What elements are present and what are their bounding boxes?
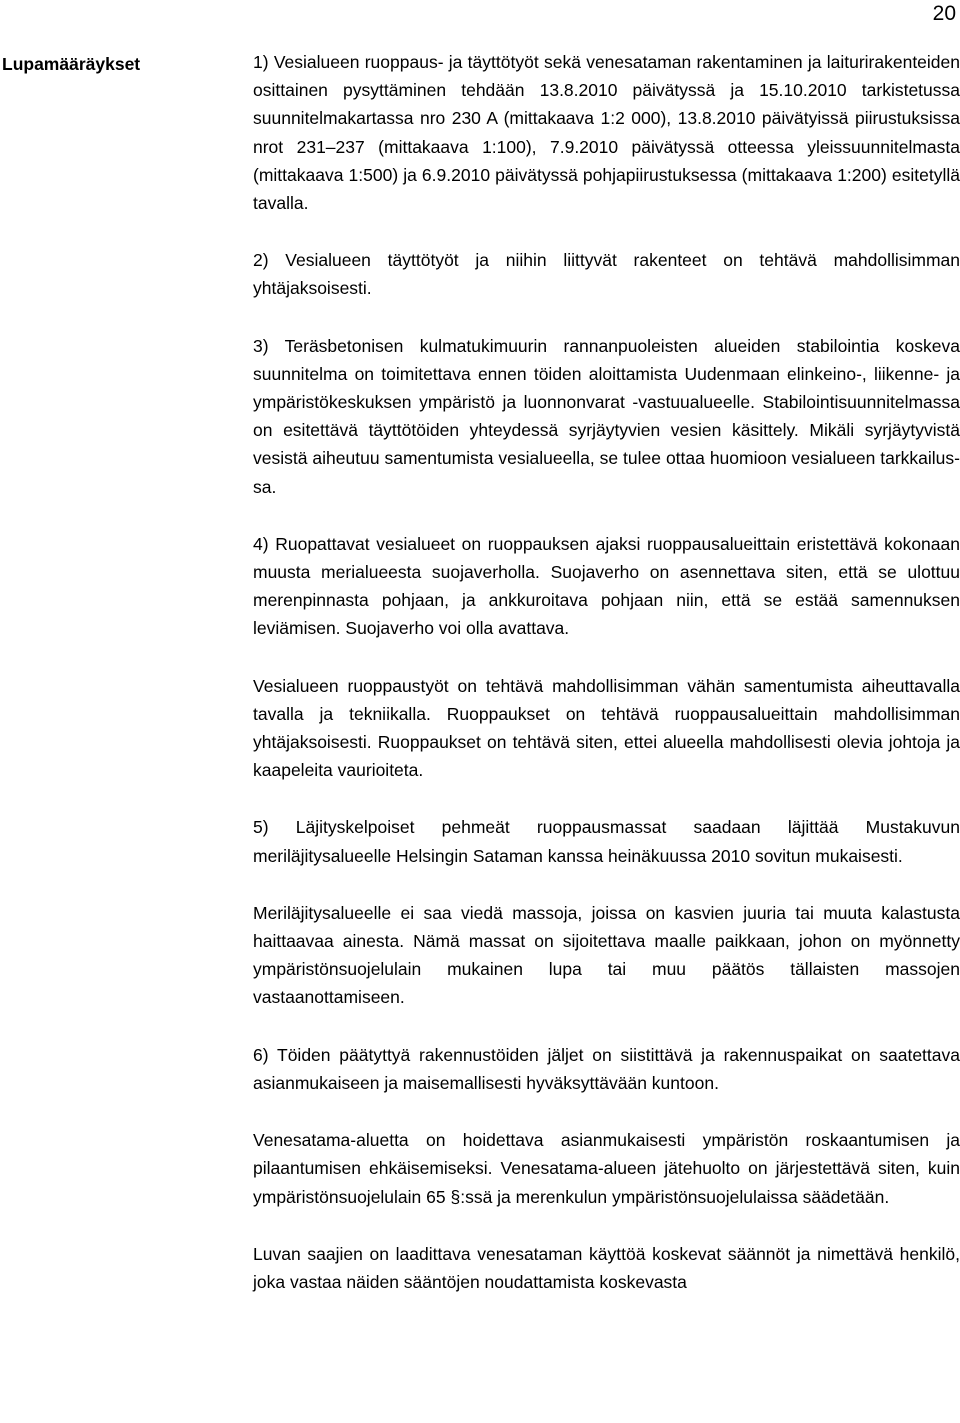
paragraph-4: 4) Ruopattavat vesialueet on ruoppauksen ajaksi ruoppausalueittain eristettävä kokonaan muusta merialueesta suojaverholla. Suojaverho on asennettava siten, että se ulottuu merenpinnasta pohjaan, ja ankkuroitava pohjaan niin, että se estää samennuksen leviämisen. Suojaverho voi olla avattava. (253, 533, 960, 639)
paragraph-9: Venesatama-aluetta on hoidettava asianmukaisesti ympäristön roskaantumisen ja pilaantumisen ehkäisemiseksi. Venesatama-alueen jätehuolto on järjestettävä siten, kuin ympäristönsuojelulain 65 §:ssä ja merenkulun ympäristönsuojelulaissa säädetään. (253, 1130, 960, 1207)
paragraph-8: 6) Töiden päätyttyä rakennustöiden jäljet on siistittävä ja rakennuspaikat on saatettava asianmukaiseen ja maisemallisesti hyväksyttävään kuntoon. (253, 1044, 960, 1093)
paragraph-2: 2) Vesialueen täyttötyöt ja niihin liittyvät rakenteet on tehtävä mahdollisimman yhtäjaksoisesti. (253, 250, 960, 299)
paragraph-10: Luvan saajien on laadittava venesataman käyttöä koskevat säännöt ja nimettävä henkilö, joka vastaa näiden sääntöjen noudattamista koskevasta (253, 1243, 960, 1292)
paragraph-3: 3) Teräsbetonisen kulmatukimuurin rannanpuoleisten alueiden stabilointia koskeva suunnitelma on toimitettava ennen töiden aloittamista Uudenmaan elinkeino-, liikenne- ja ympäristökeskuksen ympäristö ja luonnonvarat -vastuualueelle. Stabilointisuunnitelmassa on esitettävä täyttötöiden yhteydessä syrjäytyvien vesien käsittely. Mikäli syrjäytyvistä vesistä aiheutuu samentumista vesialueella, se tulee ottaa huomioon vesialueen tarkkailussa. (253, 335, 960, 497)
paragraph-7: Meriläjitysalueelle ei saa viedä massoja, joissa on kasvien juuria tai muuta kalastusta haittaavaa ainesta. Nämä massat on sijoitettava maalle paikkaan, johon on myönnetty ympäristönsuojelulain mukainen lupa tai muu päätös tällaisten massojen vastaanottamiseen. (253, 902, 960, 1008)
page-number: 20 (932, 2, 956, 25)
paragraph-5: Vesialueen ruoppaustyöt on tehtävä mahdollisimman vähän samentumista aiheuttavalla tavalla ja tekniikalla. Ruoppaukset on tehtävä ruoppausalueittain mahdollisimman yhtäjaksoisesti. Ruoppaukset on tehtävä siten, ettei alueella mahdollisesti olevia johtoja ja kaapeleita vaurioiteta. (253, 675, 960, 781)
paragraph-1: 1) Vesialueen ruoppaus- ja täyttötyöt sekä venesataman rakentaminen ja laiturirakenteiden osittainen pysyttäminen tehdään 13.8.2010 päivätyssä ja 15.10.2010 tarkistetussa suunnitelmakartassa nro 230 A (mittakaava 1:2 000), 13.8.2010 päivätyissä piirustuksissa nrot 231–237 (mittakaava 1:100), 7.9.2010 päivätyssä otteessa yleissuunnitelmasta (mittakaava 1:500) ja 6.9.2010 päivätyssä pohjapiirustuksessa (mittakaava 1:200) esitetyllä tavalla. (253, 52, 960, 214)
permit-conditions-body (253, 48, 960, 1296)
paragraph-6: 5) Läjityskelpoiset pehmeät ruoppausmassat saadaan läjittää Mustakuvun meriläjitysalueelle Helsingin Sataman kanssa heinäkuussa 2010 sovitun mukaisesti. (253, 817, 960, 866)
section-heading: Lupamääräykset (2, 54, 141, 74)
